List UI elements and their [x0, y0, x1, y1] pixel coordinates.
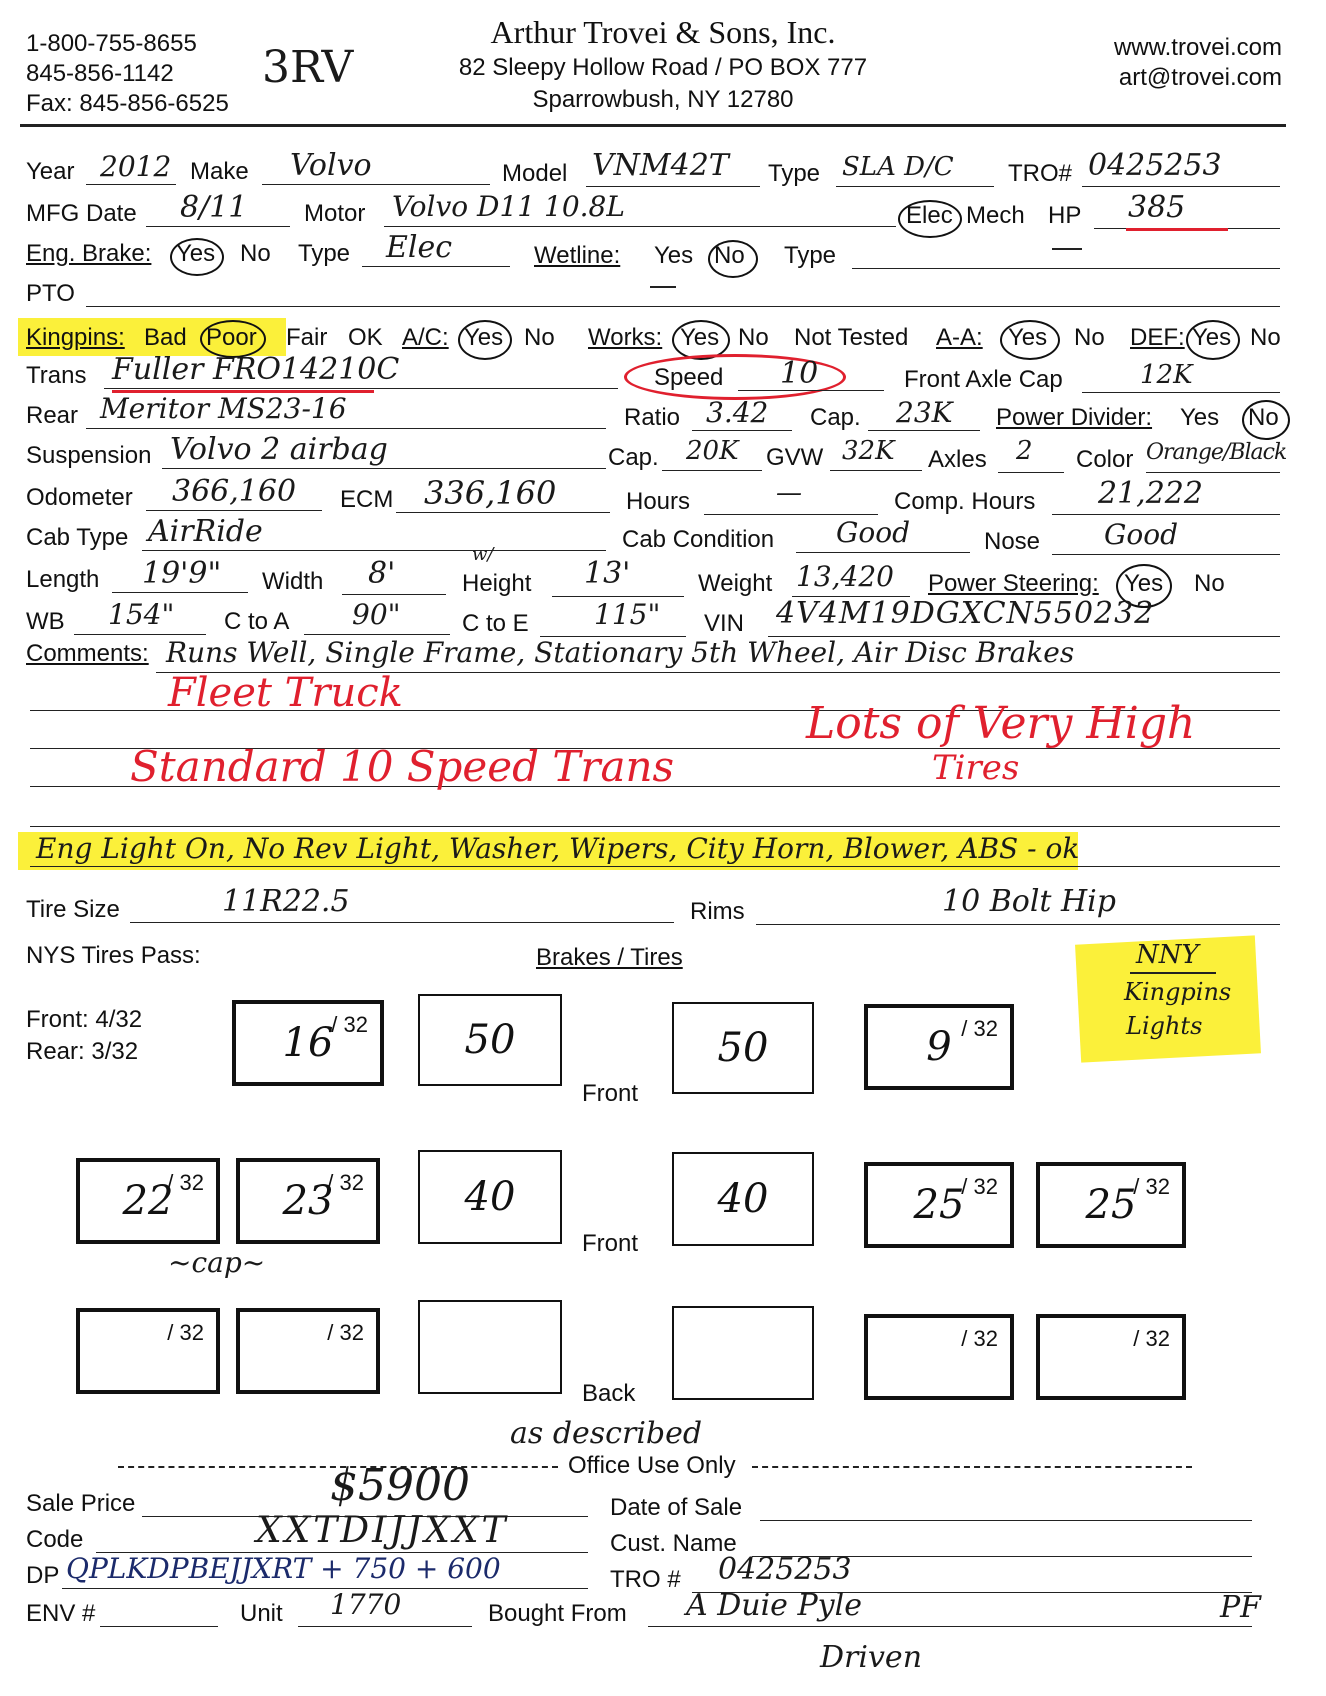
model-label: Model: [502, 160, 568, 187]
per-32-label: / 32: [327, 1320, 364, 1345]
speed-value: 10: [780, 356, 819, 391]
c-to-a-label: C to A: [224, 608, 290, 635]
tro-value: 0425253: [1088, 148, 1222, 183]
wetline-label: Wetline:: [534, 242, 621, 269]
per-32-label: / 32: [331, 1012, 368, 1037]
nose-label: Nose: [984, 528, 1041, 555]
office-use-only-label: Office Use Only: [568, 1452, 736, 1479]
tire-tread-value: [868, 1318, 1010, 1396]
def-no: No: [1250, 324, 1281, 351]
motor-value: Volvo D11 10.8L: [392, 190, 625, 223]
aa-label: A-A:: [936, 324, 983, 351]
tire-tread-box[interactable]: [232, 1000, 384, 1086]
make-label: Make: [190, 158, 249, 185]
tire-size-label: Tire Size: [26, 896, 120, 923]
year-value: 2012: [100, 150, 172, 183]
color-label: Color: [1076, 446, 1134, 473]
comment-line-4: Standard 10 Speed Trans: [130, 742, 675, 791]
length-label: Length: [26, 566, 100, 593]
kingpins-poor: Poor: [206, 324, 257, 351]
nny-note-title: NNY: [1136, 940, 1199, 970]
header-divider: [20, 124, 1286, 127]
nny-note-kingpins: Kingpins: [1124, 978, 1232, 1006]
power-divider-no: No: [1248, 404, 1279, 431]
type-value: SLA D/C: [842, 152, 954, 182]
company-address-2: Sparrowbush, NY 12780: [532, 86, 794, 113]
ratio-value: 3.42: [706, 396, 769, 429]
brake-box[interactable]: [672, 1002, 814, 1094]
per-32-label: / 32: [1133, 1174, 1170, 1199]
cap-note: ~cap~: [168, 1246, 266, 1279]
company-name: Arthur Trovei & Sons, Inc.: [490, 14, 836, 50]
ecm-label: ECM: [340, 486, 394, 513]
per-32-label: / 32: [167, 1320, 204, 1345]
mech-label: Mech: [966, 202, 1025, 229]
hp-value: 385: [1128, 190, 1186, 225]
trans-value: Fuller FRO14210C: [112, 352, 400, 387]
tro2-label: TRO #: [610, 1566, 681, 1593]
comment-line-3: Lots of Very High: [806, 698, 1196, 749]
eng-brake-yes: Yes: [176, 240, 216, 267]
front-axle-label-1: Front: [582, 1080, 639, 1107]
tro2-value: 0425253: [718, 1552, 852, 1587]
motor-label: Motor: [304, 200, 366, 227]
nny-note-lights: Lights: [1126, 1012, 1203, 1040]
as-described-note: as described: [510, 1416, 703, 1451]
bought-from-value: A Duie Pyle: [686, 1588, 862, 1623]
tire-tread-box[interactable]: [864, 1004, 1014, 1090]
cab-condition-value: Good: [836, 516, 911, 549]
brake-box[interactable]: [418, 1150, 562, 1244]
phone-2: 845-856-1142: [26, 60, 174, 87]
company-address-1: 82 Sleepy Hollow Road / PO BOX 777: [458, 54, 868, 81]
cab-type-value: AirRide: [148, 514, 263, 549]
susp-cap-value: 20K: [686, 436, 739, 466]
works-yes: Yes: [680, 324, 720, 351]
def-yes: Yes: [1192, 324, 1232, 351]
front-requirement: Front: 4/32: [26, 1006, 143, 1033]
tire-tread-value: [1040, 1318, 1182, 1396]
cab-type-label: Cab Type: [26, 524, 129, 551]
type-label: Type: [768, 160, 821, 187]
odometer-value: 366,160: [172, 474, 297, 509]
front-axle-label-2: Front: [582, 1230, 639, 1257]
brake-value: 40: [717, 1176, 769, 1222]
works-not-tested: Not Tested: [794, 324, 909, 351]
eng-brake-type-label: Type: [298, 240, 351, 267]
hours-label: Hours: [626, 488, 691, 515]
email: art@trovei.com: [1118, 64, 1282, 91]
def-label: DEF:: [1130, 324, 1185, 351]
kingpins-fair: Fair: [286, 324, 328, 351]
year-label: Year: [26, 158, 75, 185]
power-steering-yes: Yes: [1124, 570, 1164, 597]
power-steering-label: Power Steering:: [928, 570, 1099, 597]
rear-requirement: Rear: 3/32: [26, 1038, 139, 1065]
bought-from-label: Bought From: [488, 1600, 627, 1627]
cust-name-label: Cust. Name: [610, 1530, 737, 1557]
brake-value: [420, 1302, 560, 1392]
tire-tread-box[interactable]: [236, 1158, 380, 1244]
height-value: 13': [584, 556, 631, 591]
back-axle-label: Back: [582, 1380, 636, 1407]
hours-value: —: [776, 478, 802, 508]
tire-size-value: 11R22.5: [222, 884, 350, 919]
works-no: No: [738, 324, 769, 351]
cab-condition-label: Cab Condition: [622, 526, 775, 553]
aa-no: No: [1074, 324, 1105, 351]
unit-value: 1770: [330, 1588, 402, 1621]
eng-brake-type-value: Elec: [386, 230, 453, 265]
power-divider-yes: Yes: [1180, 404, 1220, 431]
rear-value: Meritor MS23-16: [100, 392, 347, 425]
weight-value: 13,420: [796, 560, 894, 593]
c-to-a-value: 90": [352, 598, 401, 631]
date-of-sale-label: Date of Sale: [610, 1494, 743, 1521]
ratio-label: Ratio: [624, 404, 681, 431]
tire-tread-value: 25: [1085, 1182, 1137, 1228]
brake-box[interactable]: [672, 1152, 814, 1246]
per-32-label: / 32: [961, 1016, 998, 1041]
make-value: Volvo: [290, 148, 372, 183]
code-label: Code: [26, 1526, 84, 1553]
eng-brake-label: Eng. Brake:: [26, 240, 152, 267]
tire-tread-value: 16: [282, 1020, 334, 1066]
susp-cap-label: Cap.: [608, 444, 659, 471]
hp-label: HP: [1048, 202, 1082, 229]
comp-hours-label: Comp. Hours: [894, 488, 1036, 515]
elec-label: Elec: [906, 202, 953, 229]
rims-value: 10 Bolt Hip: [942, 884, 1116, 919]
axles-value: 2: [1016, 436, 1033, 466]
brake-box[interactable]: [672, 1306, 814, 1400]
driven-note: Driven: [820, 1640, 923, 1675]
brake-value: 40: [464, 1174, 516, 1220]
tire-tread-box[interactable]: [76, 1308, 220, 1394]
mfg-date-value: 8/11: [180, 190, 248, 225]
ac-yes: Yes: [464, 324, 504, 351]
rear-label: Rear: [26, 402, 79, 429]
sale-price-label: Sale Price: [26, 1490, 136, 1517]
rear-cap-label: Cap.: [810, 404, 861, 431]
handwritten-code: 3RV: [262, 42, 354, 93]
front-axle-cap-value: 12K: [1140, 360, 1193, 390]
brake-value: 50: [464, 1017, 516, 1063]
rims-label: Rims: [690, 898, 745, 925]
dp-value: QPLKDPBEJJXRT + 750 + 600: [66, 1552, 501, 1585]
axles-label: Axles: [928, 446, 987, 473]
tire-tread-value: [80, 1312, 216, 1390]
tire-tread-box[interactable]: [864, 1314, 1014, 1400]
vin-label: VIN: [704, 610, 745, 637]
brake-value: 50: [717, 1025, 769, 1071]
wetline-type-label: Type: [784, 242, 837, 269]
sale-price-value: $5900: [330, 1460, 470, 1511]
comment-line-1: Runs Well, Single Frame, Stationary 5th Wheel, Air Disc Brakes: [166, 636, 1075, 669]
wetline-yes: Yes: [654, 242, 694, 269]
suspension-label: Suspension: [26, 442, 152, 469]
comment-line-2: Fleet Truck: [168, 670, 403, 716]
tire-tread-box[interactable]: [864, 1162, 1014, 1248]
kingpins-label: Kingpins:: [26, 324, 125, 351]
gvw-value: 32K: [842, 436, 895, 466]
width-value: 8': [368, 556, 396, 591]
weight-label: Weight: [698, 570, 773, 597]
tire-tread-value: [240, 1312, 376, 1390]
code-value: XXTDIJJXXT: [256, 1510, 509, 1551]
height-label: Height: [462, 570, 532, 597]
c-to-e-label: C to E: [462, 610, 529, 637]
fax: Fax: 845-856-6525: [26, 90, 229, 117]
ac-no: No: [524, 324, 555, 351]
tire-tread-value: 9: [926, 1024, 952, 1070]
unit-label: Unit: [240, 1600, 283, 1627]
length-value: 19'9": [142, 556, 222, 591]
pto-label: PTO: [26, 280, 75, 307]
gvw-label: GVW: [766, 444, 824, 471]
per-32-label: / 32: [961, 1326, 998, 1351]
power-divider-label: Power Divider:: [996, 404, 1153, 431]
rear-cap-value: 23K: [896, 396, 953, 429]
front-axle-cap-label: Front Axle Cap: [904, 366, 1063, 393]
tire-tread-box[interactable]: [1036, 1314, 1186, 1400]
wb-value: 154": [108, 598, 175, 631]
per-32-label: / 32: [167, 1170, 204, 1195]
c-to-e-value: 115": [594, 598, 661, 631]
height-note: w/: [472, 544, 494, 565]
per-32-label: / 32: [327, 1170, 364, 1195]
trans-label: Trans: [26, 362, 87, 389]
eng-brake-no: No: [240, 240, 271, 267]
comment-line-5: Eng Light On, No Rev Light, Washer, Wipers, City Horn, Blower, ABS - ok: [36, 832, 1080, 865]
comment-line-3b: Tires: [932, 748, 1020, 788]
kingpins-bad: Bad: [144, 324, 187, 351]
brakes-tires-heading: Brakes / Tires: [536, 944, 683, 971]
mfg-date-label: MFG Date: [26, 200, 137, 227]
tire-tread-value: 25: [913, 1182, 965, 1228]
tire-tread-box[interactable]: [1036, 1162, 1186, 1248]
brake-value: [674, 1308, 812, 1398]
tire-tread-box[interactable]: [76, 1158, 220, 1244]
ecm-value: 336,160: [424, 474, 557, 512]
comp-hours-value: 21,222: [1098, 476, 1203, 511]
odometer-label: Odometer: [26, 484, 133, 511]
vin-value: 4V4M19DGXCN550232: [776, 596, 1155, 631]
nose-value: Good: [1104, 518, 1179, 551]
works-label: Works:: [588, 324, 663, 351]
kingpins-ok: OK: [348, 324, 383, 351]
ac-label: A/C:: [402, 324, 449, 351]
wetline-no: No: [714, 242, 745, 269]
brake-box[interactable]: [418, 1300, 562, 1394]
website: www.trovei.com: [1113, 34, 1282, 61]
width-label: Width: [262, 568, 324, 595]
nys-tires-pass-label: NYS Tires Pass:: [26, 942, 201, 969]
model-value: VNM42T: [592, 148, 729, 183]
tro-label: TRO#: [1008, 160, 1073, 187]
tire-tread-value: 22: [122, 1178, 174, 1224]
phone-1: 1-800-755-8655: [26, 30, 197, 57]
color-value: Orange/Black: [1146, 440, 1287, 465]
pf-note: PF: [1220, 1590, 1262, 1625]
per-32-label: / 32: [961, 1174, 998, 1199]
per-32-label: / 32: [1133, 1326, 1170, 1351]
aa-yes: Yes: [1008, 324, 1048, 351]
wb-label: WB: [26, 608, 65, 635]
env-label: ENV #: [26, 1600, 96, 1627]
tire-tread-box[interactable]: [236, 1308, 380, 1394]
speed-label: Speed: [654, 364, 724, 391]
comments-label: Comments:: [26, 640, 149, 667]
suspension-value: Volvo 2 airbag: [170, 432, 388, 467]
power-steering-no: No: [1194, 570, 1225, 597]
dp-label: DP: [26, 1562, 60, 1589]
brake-box[interactable]: [418, 994, 562, 1086]
tire-tread-value: 23: [282, 1178, 334, 1224]
